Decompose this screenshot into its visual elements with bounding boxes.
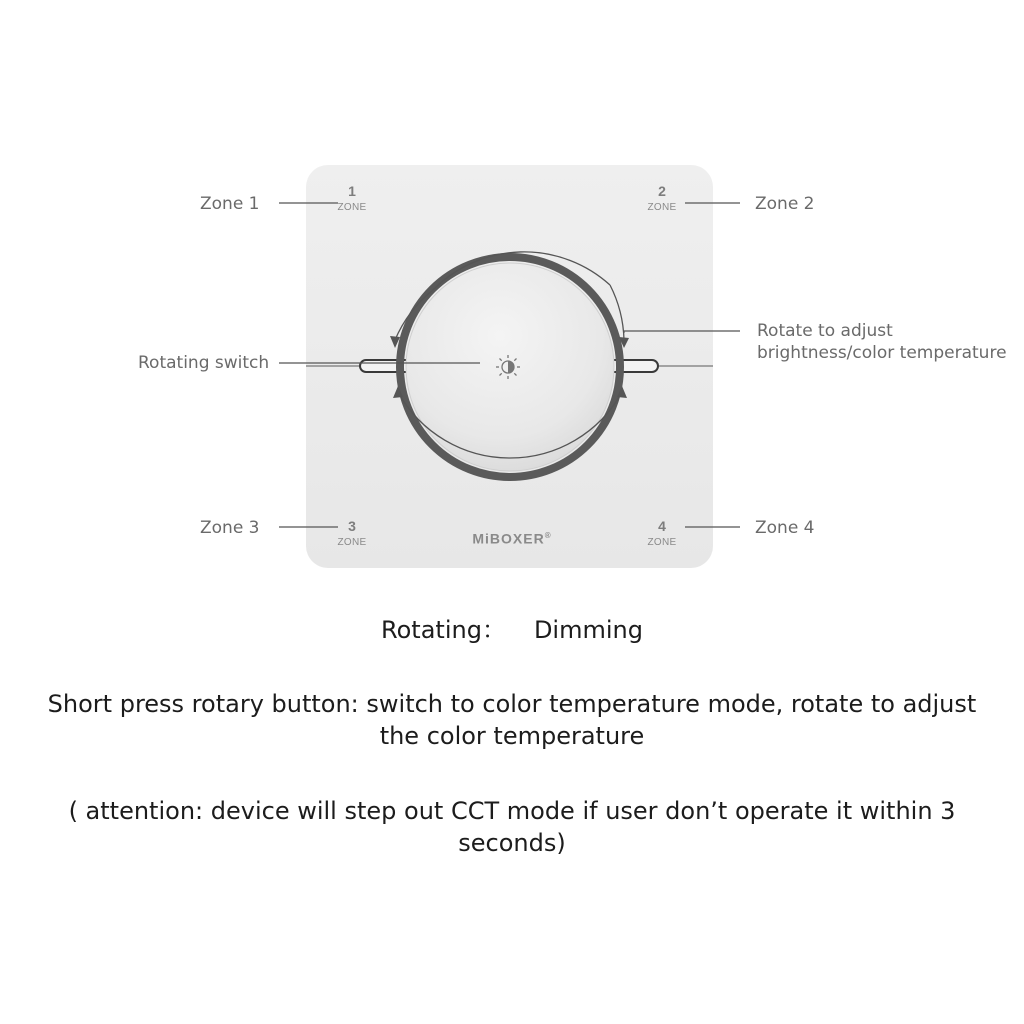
zone3-word: ZONE: [337, 537, 367, 548]
mode-caption: [30, 614, 994, 646]
miboxer-logo: MiBOXER®: [472, 530, 552, 547]
rotating-switch-callout: Rotating switch: [138, 353, 270, 373]
attention-note: ( attention: device will step out CCT mode if user don’t operate it within 3 seconds): [68, 797, 956, 857]
zone3-callout: Zone 3: [200, 518, 260, 538]
zone4-callout: Zone 4: [755, 518, 815, 538]
zone2-word: ZONE: [647, 202, 677, 213]
zone1-word: ZONE: [337, 202, 367, 213]
mode-label: Rotating：: [381, 616, 506, 644]
description-caption: Short press rotary button: switch to color temperature mode, rotate to adjust the color temperature: [47, 690, 977, 750]
mode-value: Dimming: [533, 616, 643, 644]
zone4-word: ZONE: [647, 537, 677, 548]
rotate-adjust-callout-line2: brightness/color temperature: [757, 343, 1007, 363]
zone2-callout: Zone 2: [755, 194, 815, 214]
zone1-callout: Zone 1: [200, 194, 260, 214]
rotate-adjust-callout-line1: Rotate to adjust: [757, 321, 893, 341]
zone3-number: 3: [348, 518, 356, 534]
zone1-number: 1: [348, 183, 356, 199]
zone2-number: 2: [658, 183, 666, 199]
zone4-number: 4: [658, 518, 666, 534]
